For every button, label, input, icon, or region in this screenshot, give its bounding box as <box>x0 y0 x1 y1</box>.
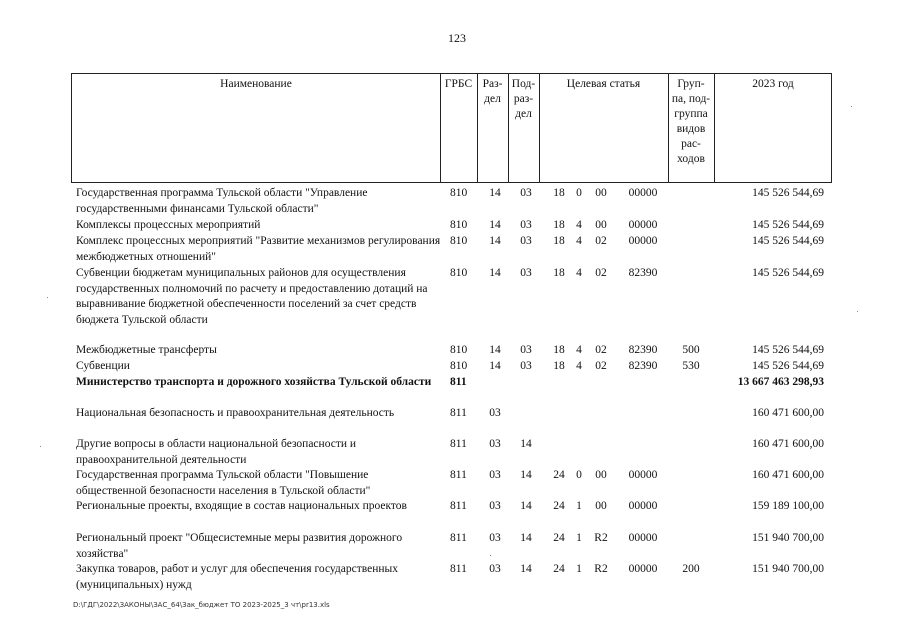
cell-grbs: 810 <box>450 235 468 247</box>
cell-razd: 03 <box>489 407 501 419</box>
cell-grbs: 810 <box>450 219 468 231</box>
cell-t4: 00000 <box>628 187 658 199</box>
cell-amount: 151 940 700,00 <box>752 532 824 544</box>
cell-grbs: 811 <box>450 532 467 544</box>
cell-t2: 4 <box>576 267 582 279</box>
cell-grbs: 811 <box>450 376 467 388</box>
cell-t3: R2 <box>594 563 608 575</box>
header-grbs: ГРБС <box>444 78 473 90</box>
cell-t4: 00000 <box>628 500 658 512</box>
cell-t1: 24 <box>553 532 565 544</box>
cell-pod: 03 <box>520 360 532 372</box>
cell-pod: 03 <box>520 187 532 199</box>
cell-vid: 200 <box>682 563 700 575</box>
page-number: 123 <box>448 31 466 45</box>
cell-grbs: 811 <box>450 469 467 481</box>
cell-razd: 03 <box>489 532 501 544</box>
cell-pod: 14 <box>520 563 532 575</box>
cell-razd: 14 <box>489 360 501 372</box>
cell-grbs: 810 <box>450 344 468 356</box>
cell-razd: 14 <box>489 344 501 356</box>
cell-amount: 145 526 544,69 <box>752 360 824 372</box>
header-razdel: Раз- дел <box>482 78 503 105</box>
cell-amount: 145 526 544,69 <box>752 344 824 356</box>
header-target-article: Целевая статья <box>566 78 641 90</box>
header-name: Наименование <box>220 78 292 90</box>
cell-amount: 13 667 463 298,93 <box>737 376 824 388</box>
cell-amount: 145 526 544,69 <box>752 187 824 199</box>
cell-t4: 00000 <box>628 469 658 481</box>
cell-t4: 82390 <box>628 344 658 356</box>
cell-razd: 03 <box>489 563 501 575</box>
cell-name: Закупка товаров, работ и услуг для обеспечения государственных (муниципальных) нужд <box>76 563 399 591</box>
cell-name: Комплекс процессных мероприятий "Развитие механизмов регулирования межбюджетных отношений" <box>76 235 441 263</box>
cell-razd: 14 <box>489 267 501 279</box>
cell-t3: 00 <box>595 187 607 199</box>
cell-t4: 82390 <box>628 360 658 372</box>
cell-pod: 14 <box>520 469 532 481</box>
cell-t3: 02 <box>595 360 607 372</box>
cell-razd: 03 <box>489 438 501 450</box>
cell-t2: 4 <box>576 344 582 356</box>
cell-name: Комплексы процессных мероприятий <box>76 219 261 231</box>
cell-name: Национальная безопасность и правоохранительная деятельность <box>76 407 395 419</box>
cell-t1: 18 <box>553 360 565 372</box>
cell-razd: 03 <box>489 469 501 481</box>
cell-name: Государственная программа Тульской области "Управление государственными финансами Тульской области" <box>76 187 368 215</box>
cell-razd: 14 <box>489 187 501 199</box>
cell-name: Субвенции бюджетам муниципальных районов для осуществления государственных полномочий по расчету и предоставлению дотаций на выравнивание бюджетной обеспеченности поселений за счет средств бюджета Тульской области <box>76 267 428 326</box>
cell-grbs: 811 <box>450 500 467 512</box>
cell-name: Другие вопросы в области национальной безопасности и правоохранительной деятельности <box>76 438 357 466</box>
cell-amount: 160 471 600,00 <box>752 438 824 450</box>
cell-t2: 0 <box>576 187 582 199</box>
cell-t3: 00 <box>595 469 607 481</box>
cell-amount: 145 526 544,69 <box>752 235 824 247</box>
cell-vid: 500 <box>682 344 700 356</box>
cell-pod: 03 <box>520 267 532 279</box>
cell-t2: 1 <box>576 532 582 544</box>
cell-t4: 00000 <box>628 235 658 247</box>
cell-grbs: 811 <box>450 407 467 419</box>
cell-t1: 24 <box>553 469 565 481</box>
cell-name: Региональный проект "Общесистемные меры развития дорожного хозяйства" <box>76 532 403 560</box>
cell-t1: 24 <box>553 563 565 575</box>
cell-grbs: 810 <box>450 187 468 199</box>
cell-t4: 00000 <box>628 563 658 575</box>
cell-t1: 18 <box>553 219 565 231</box>
cell-t1: 18 <box>553 235 565 247</box>
cell-razd: 14 <box>489 219 501 231</box>
cell-t2: 4 <box>576 219 582 231</box>
cell-razd: 14 <box>489 235 501 247</box>
cell-t2: 4 <box>576 235 582 247</box>
cell-t4: 82390 <box>628 267 658 279</box>
cell-t4: 00000 <box>628 532 658 544</box>
cell-t3: 00 <box>595 500 607 512</box>
cell-name: Государственная программа Тульской области "Повышение общественной безопасности населения в Тульской области" <box>76 469 371 497</box>
file-path-footer: D:\ГДГ\2022\ЗАКОНЫ\ЗАС_64\Зак_бюджет ТО 2023-2025_3 чт\pr13.xls <box>73 601 330 609</box>
cell-t2: 1 <box>576 500 582 512</box>
cell-t1: 18 <box>553 344 565 356</box>
cell-grbs: 810 <box>450 360 468 372</box>
header-expense-type: Груп- па, под- группа видов рас- ходов <box>671 78 711 165</box>
cell-amount: 151 940 700,00 <box>752 563 824 575</box>
cell-vid: 530 <box>682 360 700 372</box>
cell-t1: 18 <box>553 267 565 279</box>
cell-grbs: 810 <box>450 267 468 279</box>
cell-razd: 03 <box>489 500 501 512</box>
cell-pod: 14 <box>520 532 532 544</box>
cell-pod: 14 <box>520 500 532 512</box>
cell-pod: 03 <box>520 219 532 231</box>
cell-t1: 24 <box>553 500 565 512</box>
header-year: 2023 год <box>752 78 794 90</box>
cell-t2: 0 <box>576 469 582 481</box>
cell-grbs: 811 <box>450 563 467 575</box>
cell-t3: 00 <box>595 219 607 231</box>
header-podrazdel: Под- раз- дел <box>511 78 536 120</box>
cell-amount: 145 526 544,69 <box>752 267 824 279</box>
cell-pod: 14 <box>520 438 532 450</box>
cell-t3: R2 <box>594 532 608 544</box>
cell-t2: 4 <box>576 360 582 372</box>
cell-t2: 1 <box>576 563 582 575</box>
cell-grbs: 811 <box>450 438 467 450</box>
cell-name: Региональные проекты, входящие в состав национальных проектов <box>76 500 407 512</box>
table-header <box>71 73 832 183</box>
cell-t3: 02 <box>595 235 607 247</box>
cell-name: Субвенции <box>76 360 130 372</box>
cell-amount: 145 526 544,69 <box>752 219 824 231</box>
cell-pod: 03 <box>520 235 532 247</box>
cell-t1: 18 <box>553 187 565 199</box>
cell-name: Министерство транспорта и дорожного хозяйства Тульской области <box>76 376 432 388</box>
cell-t3: 02 <box>595 267 607 279</box>
cell-t4: 00000 <box>628 219 658 231</box>
cell-name: Межбюджетные трансферты <box>76 344 217 356</box>
cell-pod: 03 <box>520 344 532 356</box>
cell-amount: 160 471 600,00 <box>752 469 824 481</box>
cell-amount: 160 471 600,00 <box>752 407 824 419</box>
cell-amount: 159 189 100,00 <box>752 500 824 512</box>
cell-t3: 02 <box>595 344 607 356</box>
